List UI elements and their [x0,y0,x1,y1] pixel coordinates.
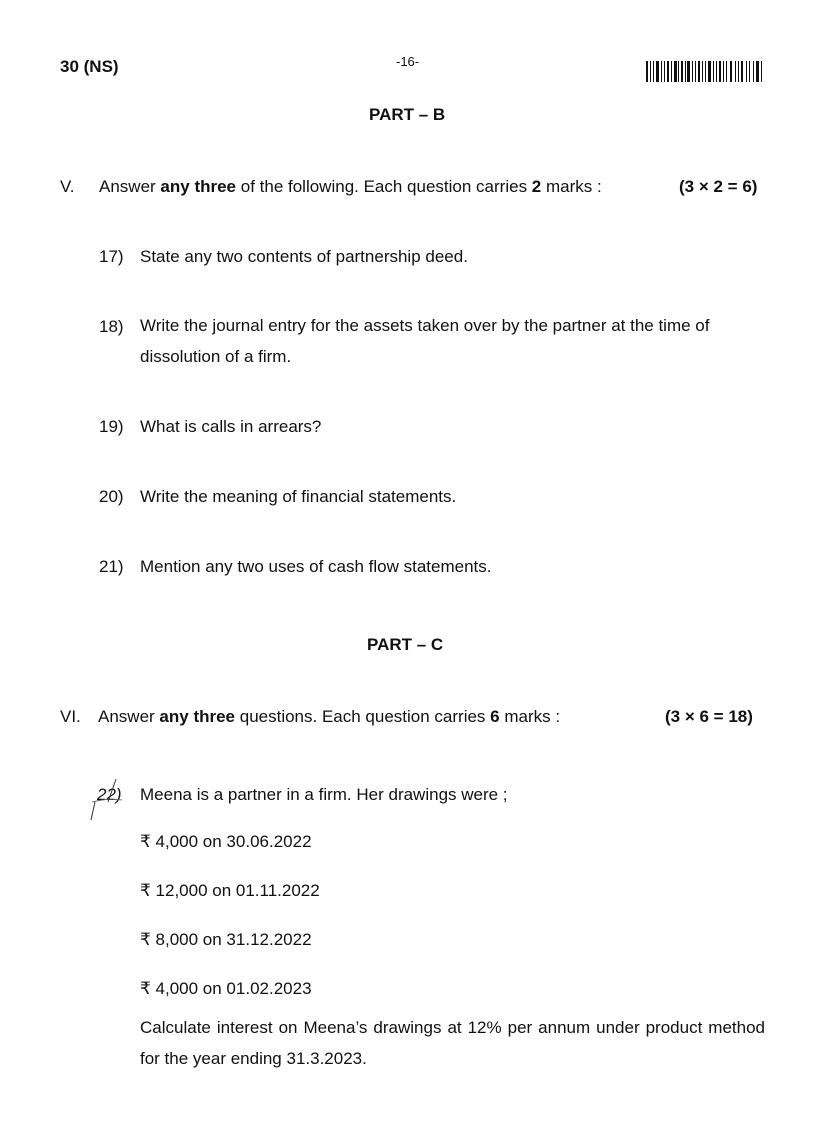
section-vi-instruction: Answer any three questions. Each question carries 6 marks : [98,707,561,726]
question-22-number: 22) [97,785,122,804]
question-19-number: 19) [99,417,124,436]
section-v-number: V. [60,177,75,196]
question-17-text: State any two contents of partnership deed. [140,247,468,266]
section-v-marks: (3 × 2 = 6) [679,177,758,196]
part-b-title: PART – B [369,105,446,124]
drawing-entry: ₹ 4,000 on 30.06.2022 [140,832,312,851]
drawing-entry: ₹ 4,000 on 01.02.2023 [140,979,312,998]
question-22-task: Calculate interest on Meena’s drawings at 12% per annum under product method for the year ending 31.3.2023. [140,1018,765,1068]
section-v-instruction: Answer any three of the following. Each question carries 2 marks : [99,177,602,196]
question-21-number: 21) [99,557,124,576]
question-20-number: 20) [99,487,124,506]
section-vi-number: VI. [60,707,81,726]
section-vi-marks: (3 × 6 = 18) [665,707,753,726]
question-17-number: 17) [99,247,124,266]
question-18-number: 18) [99,317,124,336]
barcode [646,61,762,82]
question-21-text: Mention any two uses of cash flow statements. [140,557,492,576]
question-20-text: Write the meaning of financial statements. [140,487,457,506]
handwritten-mark [88,776,138,822]
page-number: -16- [396,54,420,69]
part-c-title: PART – C [367,635,444,654]
question-18-text: Write the journal entry for the assets taken over by the partner at the time of dissolution of a firm. [140,316,710,366]
question-22-intro: Meena is a partner in a firm. Her drawings were ; [140,785,508,804]
paper-code: 30 (NS) [60,57,119,76]
drawing-entry: ₹ 12,000 on 01.11.2022 [140,881,320,900]
drawing-entry: ₹ 8,000 on 31.12.2022 [140,930,312,949]
question-19-text: What is calls in arrears? [140,417,322,436]
